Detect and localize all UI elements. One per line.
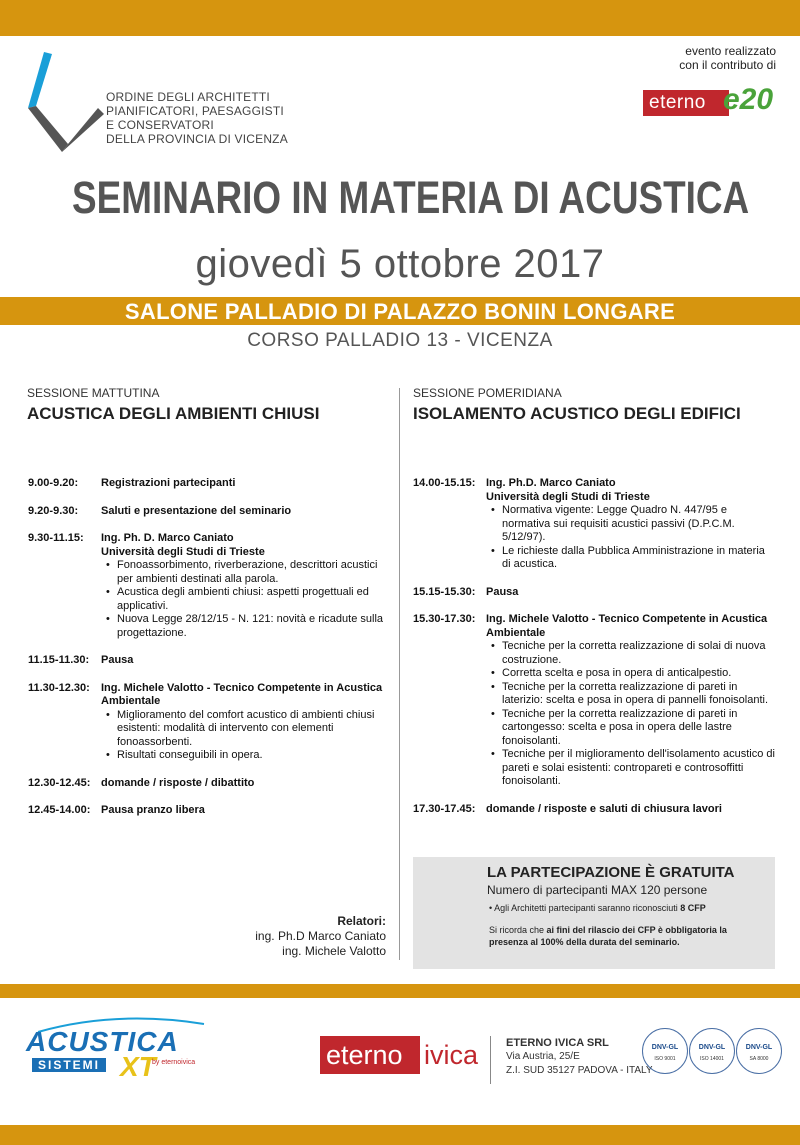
speakers-label: Relatori: bbox=[337, 914, 386, 928]
program-bullet: • Normativa vigente: Legge Quadro N. 447/95 e normativa sui requisiti acustici passivi (D.P.C.M. 5/12/97). bbox=[486, 504, 775, 545]
program-time: 12.45-14.00: bbox=[28, 804, 91, 816]
program-item bbox=[413, 586, 775, 600]
cert-seal-icon bbox=[736, 1028, 782, 1074]
program-bullet: • Tecniche per la corretta realizzazione di solai di nuova costruzione. bbox=[486, 640, 775, 667]
order-logo-icon bbox=[22, 48, 106, 160]
program-title: Pausa pranzo libera bbox=[101, 804, 205, 816]
cert-seal-icon bbox=[642, 1028, 688, 1074]
program-bullet: • Tecniche per la corretta realizzazione di pareti in laterizio: scelta e posa in opera di pannelli fonoisolanti. bbox=[486, 681, 775, 708]
program-bullet: • Tecniche per la corretta realizzazione di pareti in cartongesso: scelta e posa in opera delle lastre fonoisolanti. bbox=[486, 708, 775, 749]
eterno-e20-logo bbox=[643, 84, 776, 120]
sistemi-word: SISTEMI bbox=[32, 1058, 106, 1072]
acustica-sistemi-logo bbox=[26, 1014, 206, 1094]
page-title: SEMINARIO IN MATERIA DI ACUSTICA bbox=[72, 172, 750, 223]
program-bullet: • Fonoassorbimento, riverberazione, descrittori acustici per ambienti destinati alla parola. bbox=[101, 559, 388, 586]
program-item bbox=[28, 777, 388, 791]
cfp-line: • Agli Architetti partecipanti saranno riconosciuti 8 CFP bbox=[489, 903, 706, 913]
program-org: Università degli Studi di Trieste bbox=[486, 490, 650, 503]
participation-subline: Numero di partecipanti MAX 120 persone bbox=[487, 883, 708, 897]
morning-session-label: SESSIONE MATTUTINA bbox=[27, 386, 160, 400]
cfp-value: 8 CFP bbox=[680, 903, 706, 913]
cert-standard: ISO 9001 bbox=[654, 1056, 676, 1062]
program-time: 17.30-17.45: bbox=[413, 802, 476, 815]
program-title: Registrazioni partecipanti bbox=[101, 477, 236, 489]
program-org: Università degli Studi di Trieste bbox=[101, 545, 265, 558]
column-divider bbox=[399, 388, 400, 960]
program-item bbox=[413, 477, 775, 572]
sponsor-caption-line: con il contributo di bbox=[679, 58, 776, 72]
order-name-line: DELLA PROVINCIA DI VICENZA bbox=[106, 132, 288, 146]
program-time: 12.30-12.45: bbox=[28, 776, 91, 789]
program-title: Saluti e presentazione del seminario bbox=[101, 504, 292, 517]
cert-standard: SA 8000 bbox=[749, 1056, 769, 1062]
program-time: 15.15-15.30: bbox=[413, 585, 476, 598]
program-bullet: • Le richieste dalla Pubblica Amministrazione in materia di acustica. bbox=[486, 545, 775, 572]
program-item bbox=[28, 804, 388, 818]
program-speaker: Ing. Ph. D. Marco Caniato bbox=[101, 532, 234, 544]
program-title: Pausa bbox=[101, 654, 134, 666]
program-time: 11.30-12.30: bbox=[28, 681, 90, 694]
cert-standard: ISO 14001 bbox=[700, 1056, 724, 1062]
program-bullet: • Nuova Legge 28/12/15 - N. 121: novità e ricadute sulla progettazione. bbox=[101, 613, 388, 640]
program-time: 11.15-11.30: bbox=[28, 654, 90, 666]
bottom-band bbox=[0, 984, 800, 998]
program-bullet: • Tecniche per il miglioramento dell'isolamento acustico di pareti e solai esistenti: contropareti e controsoffitti fonoisolanti. bbox=[486, 748, 775, 789]
program-speaker: Ing. Ph.D. Marco Caniato bbox=[486, 477, 616, 489]
participation-headline: LA PARTECIPAZIONE È GRATUITA bbox=[487, 864, 735, 881]
cert-label: DNV-GL bbox=[651, 1044, 679, 1051]
order-name-line: ORDINE DEGLI ARCHITETTI bbox=[106, 90, 270, 104]
venue-address: CORSO PALLADIO 13 - VICENZA bbox=[247, 330, 553, 351]
order-name bbox=[106, 90, 288, 146]
speaker-name: ing. Michele Valotto bbox=[282, 944, 386, 958]
footer-divider bbox=[490, 1036, 491, 1084]
program-item bbox=[28, 477, 388, 491]
afternoon-session-label: SESSIONE POMERIDIANA bbox=[413, 386, 562, 400]
program-bullet: • Risultati conseguibili in opera. bbox=[101, 749, 388, 763]
program-item bbox=[28, 682, 388, 763]
eterno-word: eterno bbox=[649, 92, 706, 113]
cert-label: DNV-GL bbox=[745, 1044, 773, 1051]
program-speaker: Ing. Michele Valotto - Tecnico Competente in Acustica Ambientale bbox=[486, 613, 768, 639]
afternoon-session-title: ISOLAMENTO ACUSTICO DEGLI EDIFICI bbox=[413, 404, 741, 423]
program-item bbox=[413, 613, 775, 789]
participation-box bbox=[413, 857, 775, 969]
program-time: 9.30-11.15: bbox=[28, 532, 84, 544]
program-item bbox=[413, 803, 775, 817]
xt-mark: XT bbox=[120, 1051, 156, 1082]
footer-band bbox=[0, 1125, 800, 1145]
program-bullet: • Acustica degli ambienti chiusi: aspetti progettuali ed applicativi. bbox=[101, 586, 388, 613]
program-title: Pausa bbox=[486, 585, 519, 598]
e20-mark: e20 bbox=[723, 83, 774, 116]
afternoon-program bbox=[413, 477, 775, 816]
venue-name: SALONE PALLADIO DI PALAZZO BONIN LONGARE bbox=[124, 299, 676, 324]
by-eternoivica: by eternoivica bbox=[152, 1059, 196, 1066]
speaker-name: ing. Ph.D Marco Caniato bbox=[255, 929, 386, 943]
note-bold: ai fini del rilascio dei CFP è obbligatoria la presenza al 100% della durata del seminario. bbox=[489, 925, 727, 947]
morning-session-title: ACUSTICA DEGLI AMBIENTI CHIUSI bbox=[27, 404, 320, 423]
program-time: 14.00-15.15: bbox=[413, 477, 476, 489]
program-item bbox=[28, 532, 388, 640]
program-item bbox=[28, 505, 388, 519]
sponsor-caption-line: evento realizzato bbox=[685, 44, 776, 58]
cfp-text: Agli Architetti partecipanti saranno riconosciuti bbox=[494, 903, 678, 913]
eterno-word: eterno bbox=[326, 1040, 403, 1070]
top-band bbox=[0, 0, 800, 36]
sponsor-caption bbox=[679, 44, 776, 72]
program-time: 9.20-9.30: bbox=[28, 504, 79, 517]
acustica-word: ACUSTICA bbox=[26, 1026, 179, 1057]
company-name: ETERNO IVICA SRL bbox=[506, 1037, 609, 1049]
program-title: domande / risposte / dibattito bbox=[101, 776, 255, 789]
event-date: giovedì 5 ottobre 2017 bbox=[195, 242, 605, 286]
ivica-word: ivica bbox=[424, 1040, 479, 1070]
program-bullet: • Corretta scelta e posa in opera di anticalpestio. bbox=[486, 667, 775, 681]
program-time: 15.30-17.30: bbox=[413, 613, 476, 625]
program-time: 9.00-9.20: bbox=[28, 477, 79, 489]
cert-label: DNV-GL bbox=[698, 1044, 726, 1051]
company-info bbox=[506, 1036, 653, 1078]
program-title: domande / risposte e saluti di chiusura lavori bbox=[486, 802, 722, 815]
attendance-note bbox=[489, 924, 759, 948]
program-item bbox=[28, 654, 388, 668]
morning-program bbox=[28, 477, 388, 818]
speakers-block bbox=[255, 914, 386, 959]
order-name-line: E CONSERVATORI bbox=[106, 118, 214, 132]
program-bullet: • Miglioramento del comfort acustico di ambienti chiusi esistenti: modalità di intervento con elementi fonoassorbenti. bbox=[101, 709, 388, 750]
eternoivica-logo bbox=[320, 1036, 488, 1076]
program-speaker: Ing. Michele Valotto - Tecnico Competente in Acustica Ambientale bbox=[101, 681, 383, 707]
company-city: Z.I. SUD 35127 PADOVA - ITALY bbox=[506, 1065, 653, 1076]
order-name-line: PIANIFICATORI, PAESAGGISTI bbox=[106, 104, 284, 118]
cert-seal-icon bbox=[689, 1028, 735, 1074]
company-street: Via Austria, 25/E bbox=[506, 1051, 580, 1062]
note-prefix: Si ricorda che bbox=[489, 925, 545, 935]
